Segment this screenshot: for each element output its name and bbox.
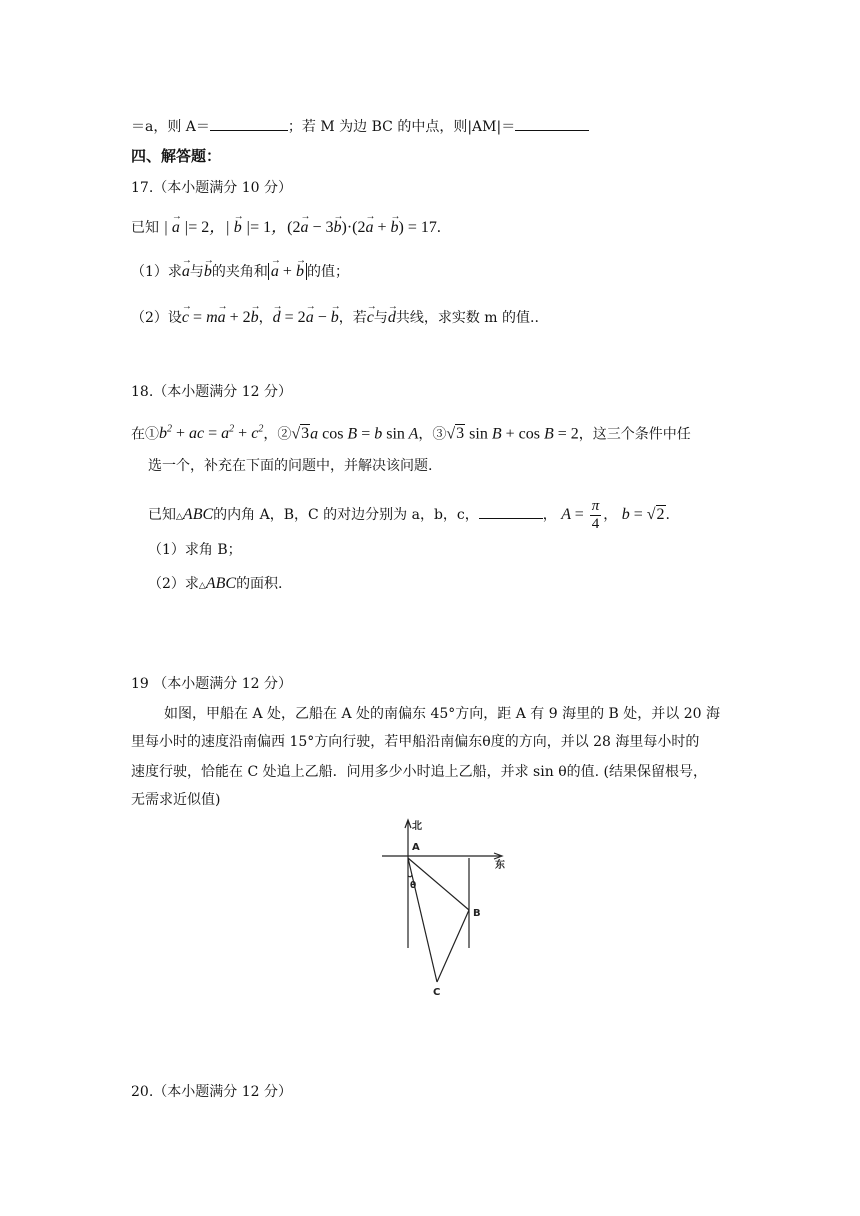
q17-part2: （2）设c → = ma → + 2b →，d → = 2a → − b →，若c →与d →共线，求实数 m 的值.. [131, 308, 539, 328]
q17-given [131, 218, 441, 238]
q18-given-prefix: 已知 [148, 507, 176, 524]
q17-p2-mid2: 与 [373, 310, 388, 326]
east-label: 东 [495, 860, 505, 871]
north-arrow-icon [405, 820, 411, 828]
q17-given-math: | a → |= 2，| b → |= 1，(2a → − 3b →)·(2a → + b →) = 17. [163, 219, 440, 236]
point-A-label: A [412, 842, 420, 853]
q17-p2-mid: ，若 [338, 310, 367, 326]
segment-AB [408, 858, 469, 910]
q19-line-2: 里每小时的速度沿南偏西 15°方向行驶，若甲船沿南偏东θ度的方向，并以 28 海里每小时的 [131, 734, 700, 750]
q18-part2: （2）求△ABC的面积. [148, 575, 283, 592]
q17-p2-prefix: （2）设 [131, 310, 182, 326]
q18-part1: （1）求角 B； [148, 542, 242, 558]
q17-part1: （1）求a →与b →的夹角和 a → + b → 的值； [131, 262, 349, 282]
q17-p1-prefix: （1）求 [131, 264, 182, 280]
q17-p1-mid2: 的夹角和 [211, 264, 268, 280]
segment-AC [408, 858, 437, 982]
q19-line-4: 无需求近似值) [131, 792, 221, 808]
q18-given: 已知△ABC的内角 A，B，C 的对边分别为 a，b，c， ， A = $\frac{\pi}{4}$ ， b = √2. [148, 498, 670, 532]
theta-arc [408, 875, 412, 877]
theta-label: θ [410, 881, 417, 891]
q18-p2-suffix: 的面积. [236, 576, 283, 592]
east-arrow-icon [494, 853, 502, 859]
top-line-text-2: ；若 M 为边 BC 的中点，则|AM|＝ [287, 119, 516, 135]
segment-BC [437, 910, 469, 982]
q18-p2-prefix: （2）求 [148, 576, 199, 592]
top-line [131, 116, 589, 137]
q19-line-1: 如图，甲船在 A 处，乙船在 A 处的南偏东 45°方向，距 A 有 9 海里的 B 处，并以 20 海 [164, 706, 721, 722]
q17-p1-suffix: 的值； [306, 264, 349, 280]
q17-p1-mid: 与 [189, 264, 204, 280]
q19-line-3: 速度行驶，恰能在 C 处追上乙船．问用多少小时追上乙船，并求 sin θ的值. (结果保留根号， [131, 764, 707, 780]
q17-p2-suffix: 共线，求实数 m 的值.. [395, 310, 539, 326]
q18-cond-suffix: ，这三个条件中任 [578, 426, 691, 443]
section-heading: 四、解答题： [131, 147, 222, 165]
answer-blank-AM [515, 116, 589, 131]
q18-cond-prefix: 在 [131, 426, 145, 443]
q17-header: 17.（本小题满分 10 分） [131, 180, 292, 196]
q18-condition-blank [479, 504, 543, 519]
q18-cond-3-marker: ③ [432, 426, 447, 443]
q17-given-prefix: 已知 [131, 220, 159, 236]
answer-blank-A [210, 116, 288, 131]
q18-cond-line2: 选一个，补充在下面的问题中，并解决该问题. [148, 458, 433, 474]
north-label: 北 [412, 821, 422, 832]
q18-conditions: 在$①b^2$ + ac = $a^2 + c^2$，②√3a cos B = b sin A，③√3 sin B + cos B = 2，这三个条件中任 [131, 424, 691, 443]
top-line-text-1: ＝a，则 A＝ [131, 119, 210, 135]
point-C-label: C [433, 987, 441, 998]
q19-header: 19 （本小题满分 12 分） [131, 676, 292, 692]
q18-cond-1-marker: ① [145, 426, 159, 443]
q18-given-mid: 的内角 A，B，C 的对边分别为 a，b，c， [213, 507, 479, 524]
q18-header: 18.（本小题满分 12 分） [131, 384, 292, 400]
point-B-label: B [473, 908, 481, 919]
q18-cond-2-marker: ② [277, 426, 292, 443]
q20-header: 20.（本小题满分 12 分） [131, 1084, 292, 1100]
